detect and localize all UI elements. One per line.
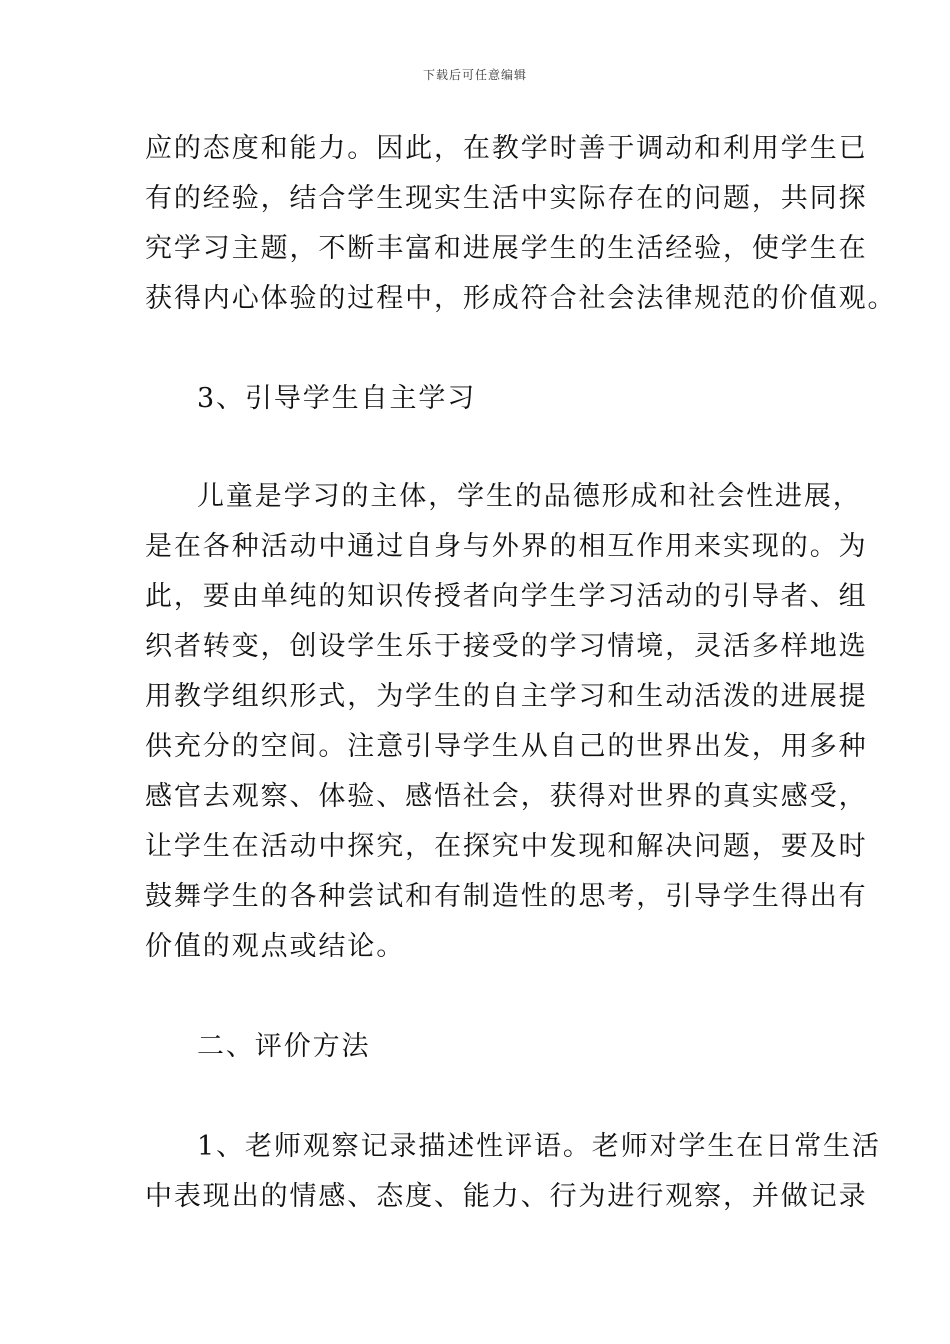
body-line: 中表现出的情感、态度、能力、行为进行观察，并做记录 <box>145 1181 868 1212</box>
body-line: 织者转变，创设学生乐于接受的学习情境，灵活多样地选 <box>145 631 868 662</box>
body-line: 究学习主题，不断丰富和进展学生的生活经验，使学生在 <box>145 233 868 264</box>
body-line: 1、老师观察记录描述性评语。老师对学生在日常生活 <box>197 1131 881 1162</box>
body-line: 鼓舞学生的各种尝试和有制造性的思考，引导学生得出有 <box>145 881 868 912</box>
body-line: 价值的观点或结论。 <box>145 931 406 962</box>
section-heading: 二、评价方法 <box>197 1031 371 1062</box>
body-line: 是在各种活动中通过自身与外界的相互作用来实现的。为 <box>145 531 868 562</box>
body-line: 应的态度和能力。因此，在教学时善于调动和利用学生已 <box>145 133 868 164</box>
body-line: 供充分的空间。注意引导学生从自己的世界出发，用多种 <box>145 731 868 762</box>
section-heading: 3、引导学生自主学习 <box>197 383 477 414</box>
body-line: 此，要由单纯的知识传授者向学生学习活动的引导者、组 <box>145 581 868 612</box>
body-line: 获得内心体验的过程中，形成符合社会法律规范的价值观。 <box>145 283 897 314</box>
body-line: 感官去观察、体验、感悟社会，获得对世界的真实感受， <box>145 781 868 812</box>
body-line: 用教学组织形式，为学生的自主学习和生动活泼的进展提 <box>145 681 868 712</box>
page-header: 下载后可任意编辑 <box>422 68 527 82</box>
body-line: 儿童是学习的主体，学生的品德形成和社会性进展， <box>197 481 862 512</box>
body-line: 有的经验，结合学生现实生活中实际存在的问题，共同探 <box>145 183 868 214</box>
body-line: 让学生在活动中探究，在探究中发现和解决问题，要及时 <box>145 831 868 862</box>
